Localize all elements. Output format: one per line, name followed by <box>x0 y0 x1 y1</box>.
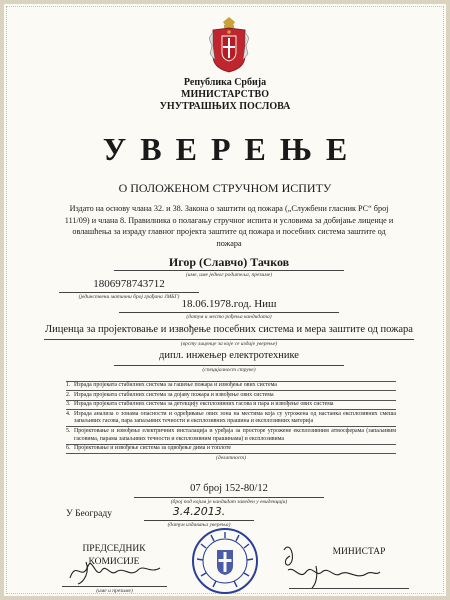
activities-caption: (делатност) <box>216 454 246 461</box>
list-item: 6. Пројектовање и извођење система за одвођење дима и топлоте <box>66 445 232 452</box>
name-underline <box>114 270 344 271</box>
number-caption: (број под којим је кандидат заведен у евиденцији) <box>170 499 288 505</box>
minister-underline <box>289 588 409 589</box>
ministry-heading-2: УНУТРАШЊИХ ПОСЛОВА <box>159 101 291 112</box>
certificate-subtitle: О ПОЛОЖЕНОМ СТРУЧНОМ ИСПИТУ <box>118 181 332 195</box>
ministry-heading: МИНИСТАРСТВО <box>181 89 269 100</box>
registry-number: 07 број 152-80/12 <box>190 483 268 494</box>
chairman-title: ПРЕДСЕДНИК <box>82 544 146 554</box>
coat-of-arms-icon <box>209 16 249 74</box>
jmbg-caption: (јединствени матични број грађана ЈМБГ) <box>78 294 180 300</box>
license-caption: (врсту лиценце за које се издаје уверење) <box>180 341 278 347</box>
official-seal-icon <box>187 526 263 596</box>
list-item: 1. Израда пројеката стабилних система за гашење пожара и извођење ових система <box>66 382 277 388</box>
date-underline <box>144 520 254 521</box>
chairman-signature-icon <box>66 552 166 586</box>
number-underline <box>134 497 324 498</box>
name-caption: (име, име једног родитеља, презиме) <box>185 272 273 278</box>
qualification-caption: (специјалност струке) <box>202 367 256 373</box>
minister-signature-icon <box>276 536 386 590</box>
jmbg-underline <box>59 292 199 293</box>
legal-preamble: Издато на основу члана 32. и 38. Закона о заштити од пожара („Службени гласник РС“ број 111/09) и члана 8. Правилника о полагању стручног испита и условима за добијање лиценце и овлашћења за израду главног пројекта заштите од пожара и посебних система заштите од пожара <box>64 204 394 248</box>
qualification-underline <box>114 365 344 366</box>
certificate-title: УВЕРЕЊЕ <box>102 131 362 167</box>
chairman-caption: (име и презиме) <box>96 588 133 594</box>
activities-list <box>66 380 396 462</box>
license-underline <box>44 339 414 340</box>
license-value: Лиценца за пројектовање и извођење посебних система и мера заштите од пожара <box>45 324 413 335</box>
minister-title: МИНИСТАР <box>332 547 386 557</box>
issue-date-handwritten: 3.4.2013. <box>172 505 226 518</box>
holder-name: Игор (Славчо) Тачков <box>168 255 290 269</box>
birth-caption: (датум и место рођења кандидата) <box>186 314 272 320</box>
birth-underline <box>119 312 339 313</box>
chairman-title-2: КОМИСИЈЕ <box>88 557 140 567</box>
qualification-value: дипл. инжењер електротехнике <box>159 350 299 361</box>
date-caption: (датум издавања уверења) <box>167 522 231 528</box>
list-item: 2. Израда пројеката стабилних система за дојаву пожара и извођење ових система <box>66 391 274 398</box>
list-item: 4. Израда анализа о зонама опасности и одређивање ових зона на местима која су угрожена од настанка експлозивних смеша запаљивих гасова, пара запаљивих течности и експлозивних прашина и експлозивних материја <box>66 410 396 425</box>
birth-value: 18.06.1978.год. Ниш <box>181 298 277 310</box>
republic-heading: Република Србија <box>183 77 267 88</box>
chairman-underline <box>62 586 167 587</box>
jmbg-value: 1806978743712 <box>93 278 165 290</box>
list-item: 5. Пројектовање и извођење електричних инсталација и уређаја за просторе угрожене експлозивним атмосферама (запаљивим гасовима, парама запаљивих течности и експлозивним прашинама) и експлозивима <box>66 427 396 442</box>
issue-place: У Београду <box>66 509 112 519</box>
list-item: 3. Израда пројеката стабилних система за детекцију експлозивних гасова и пара и извођење ових система <box>66 401 334 408</box>
